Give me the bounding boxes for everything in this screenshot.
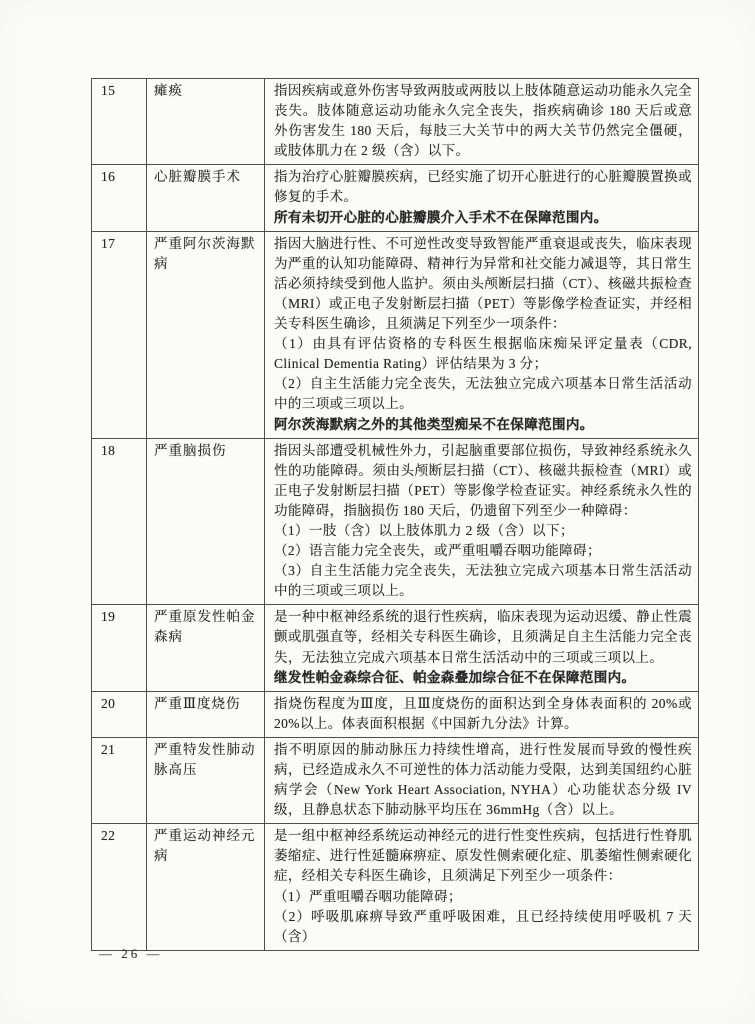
- disease-description-cell: [265, 231, 699, 438]
- description-paragraph: 是一组中枢神经系统运动神经元的进行性变性疾病，包括进行性脊肌萎缩症、进行性延髓麻痹症、原发性侧索硬化症、肌萎缩性侧索硬化症，经相关专科医生确诊，且须满足下列至少一项条件：: [274, 828, 692, 884]
- disease-description-cell: [265, 605, 699, 691]
- row-number-cell: 16: [92, 165, 147, 231]
- description-paragraph: （1）一肢（含）以上肢体肌力 2 级（含）以下；: [274, 522, 574, 538]
- row-number-cell: 15: [92, 79, 147, 165]
- exclusion-clause: 继发性帕金森综合征、帕金森叠加综合征不在保障范围内。: [274, 669, 636, 685]
- description-paragraph: （1）严重咀嚼吞咽功能障碍；: [274, 888, 462, 904]
- page-number: — 26 —: [99, 946, 163, 961]
- disease-name-cell: 严重Ⅲ度烧伤: [147, 691, 265, 737]
- table-row: [92, 79, 699, 165]
- row-number-cell: 22: [92, 824, 147, 951]
- row-number-cell: 18: [92, 438, 147, 605]
- disease-description-cell: [265, 824, 699, 951]
- disease-description-cell: [265, 737, 699, 823]
- disease-table-body: [92, 79, 699, 951]
- disease-name-cell: 瘫痪: [147, 79, 265, 165]
- disease-definition-table: [91, 78, 699, 951]
- table-row: [92, 737, 699, 823]
- row-number-cell: 19: [92, 605, 147, 691]
- disease-name-cell: 严重运动神经元病: [147, 824, 265, 951]
- description-paragraph: 指因疾病或意外伤害导致两肢或两肢以上肢体随意运动功能永久完全丧失。肢体随意运动功能永久完全丧失，指疾病确诊 180 天后或意外伤害发生 180 天后，每肢三大关节中的两大关节仍然完全僵硬，或肢体肌力在 2 级（含）以下。: [274, 83, 692, 159]
- table-row: [92, 165, 699, 231]
- disease-description-cell: [265, 165, 699, 231]
- description-paragraph: 指烧伤程度为Ⅲ度，且Ⅲ度烧伤的面积达到全身体表面积的 20%或 20%以上。体表面积根据《中国新九分法》计算。: [274, 695, 692, 731]
- disease-description-cell: [265, 438, 699, 605]
- table-row: [92, 824, 699, 951]
- description-paragraph: 指因大脑进行性、不可逆性改变导致智能严重衰退或丧失，临床表现为严重的认知功能障碍、精神行为异常和社交能力减退等，其日常生活必须持续受到他人监护。须由头颅断层扫描（CT）、核磁共振检查（MRI）或正电子发射断层扫描（PET）等影像学检查证实，并经相关专科医生确诊，且须满足下列至少一项条件：: [274, 235, 692, 332]
- table-row: [92, 605, 699, 691]
- row-number-cell: 20: [92, 691, 147, 737]
- disease-description-cell: [265, 79, 699, 165]
- description-paragraph: 指因头部遭受机械性外力，引起脑重要部位损伤，导致神经系统永久性的功能障碍。须由头颅断层扫描（CT）、核磁共振检查（MRI）或正电子发射断层扫描（PET）等影像学检查证实。神经系统永久性的功能障碍，指脑损伤 180 天后，仍遗留下列至少一种障碍：: [274, 442, 692, 518]
- table-row: [92, 231, 699, 438]
- description-paragraph: 指不明原因的肺动脉压力持续性增高，进行性发展而导致的慢性疾病，已经造成永久不可逆性的体力活动能力受限，达到美国纽约心脏病学会（New York Heart Association, NYHA）心功能状态分级 IV 级，且静息状态下肺动脉平均压在 36mmHg（含）以上。: [274, 741, 692, 818]
- disease-description-cell: [265, 691, 699, 737]
- table-row: [92, 691, 699, 737]
- disease-name-cell: 心脏瓣膜手术: [147, 165, 265, 231]
- row-number-cell: 21: [92, 737, 147, 823]
- exclusion-clause: 所有未切开心脏的心脏瓣膜介入手术不在保障范围内。: [274, 209, 608, 225]
- description-paragraph: 是一种中枢神经系统的退行性疾病，临床表现为运动迟缓、静止性震颤或肌强直等，经相关专科医生确诊，且须满足自主生活能力完全丧失，无法独立完成六项基本日常生活活动中的三项或三项以上。: [274, 609, 692, 665]
- disease-name-cell: 严重原发性帕金森病: [147, 605, 265, 691]
- disease-name-cell: 严重脑损伤: [147, 438, 265, 605]
- row-number-cell: 17: [92, 231, 147, 438]
- exclusion-clause: 阿尔茨海默病之外的其他类型痴呆不在保障范围内。: [274, 416, 594, 432]
- table-row: [92, 438, 699, 605]
- disease-name-cell: 严重阿尔茨海默病: [147, 231, 265, 438]
- disease-name-cell: 严重特发性肺动脉高压: [147, 737, 265, 823]
- description-paragraph: （2）呼吸肌麻痹导致严重呼吸困难，且已经持续使用呼吸机 7 天（含）: [274, 908, 692, 944]
- description-paragraph: （2）自主生活能力完全丧失，无法独立完成六项基本日常生活活动中的三项或三项以上。: [274, 376, 692, 412]
- description-paragraph: （1）由具有评估资格的专科医生根据临床痴呆评定量表（CDR, Clinical Dementia Rating）评估结果为 3 分；: [274, 336, 692, 372]
- description-paragraph: 指为治疗心脏瓣膜疾病，已经实施了切开心脏进行的心脏瓣膜置换或修复的手术。: [274, 169, 692, 205]
- description-paragraph: （2）语言能力完全丧失，或严重咀嚼吞咽功能障碍；: [274, 543, 601, 559]
- description-paragraph: （3）自主生活能力完全丧失，无法独立完成六项基本日常生活活动中的三项或三项以上。: [274, 563, 692, 599]
